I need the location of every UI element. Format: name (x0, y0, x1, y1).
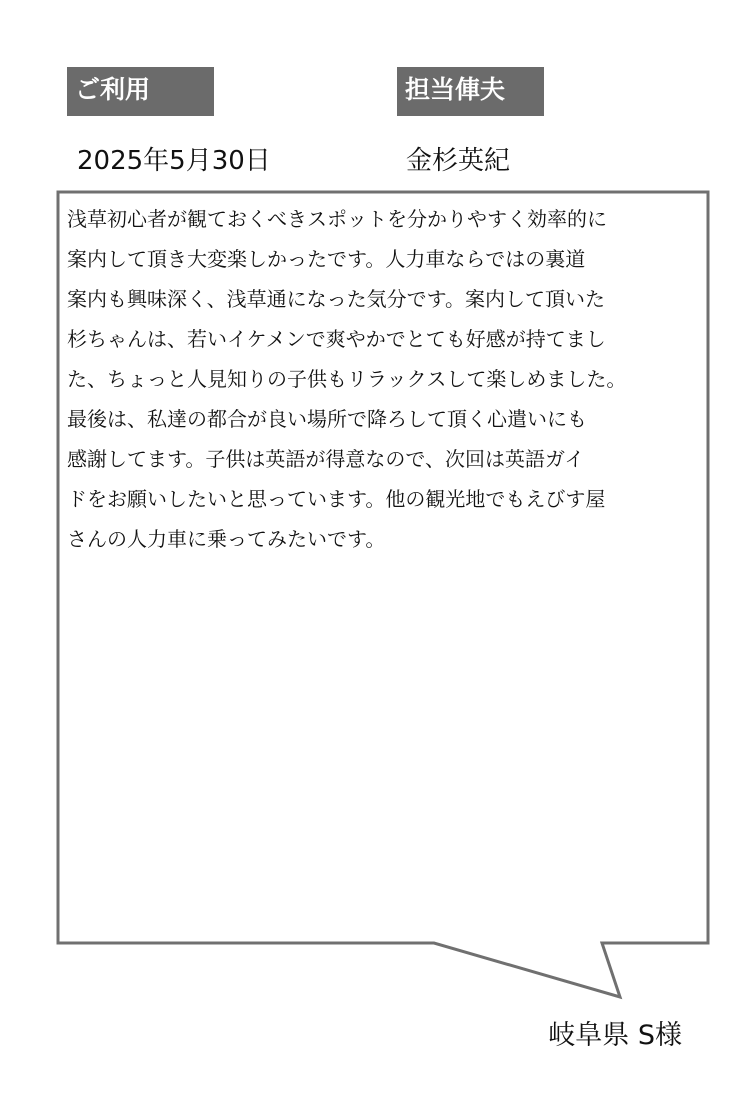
usage-date-label: ご利用 (67, 67, 214, 116)
customer-name: 岐阜県 S様 (548, 1020, 682, 1051)
review-text: 浅草初心者が観ておくべきスポットを分かりやすく効率的に 案内して頂き大変楽しかったです。人力車ならではの裏道 案内も興味深く、浅草通になった気分です。案内して頂いた 杉ちゃんは、若いイケメンで爽やかでとても好感が持てまし た、ちょっと人見知りの子供もリラックスして楽しめました。 最後は、私達の都合が良い場所で降ろして頂く心遣いにも 感謝してます。子供は英語が得意なので、次回は英語ガイ ドをお願いしたいと思っています。他の観光地でもえびす屋 さんの人力車に乗ってみたいです。 (67, 207, 627, 551)
staff-label: 担当俥夫 (397, 67, 544, 116)
usage-date-value: 2025年5月30日 (77, 146, 271, 176)
staff-name-value: 金杉英紀 (406, 146, 511, 176)
